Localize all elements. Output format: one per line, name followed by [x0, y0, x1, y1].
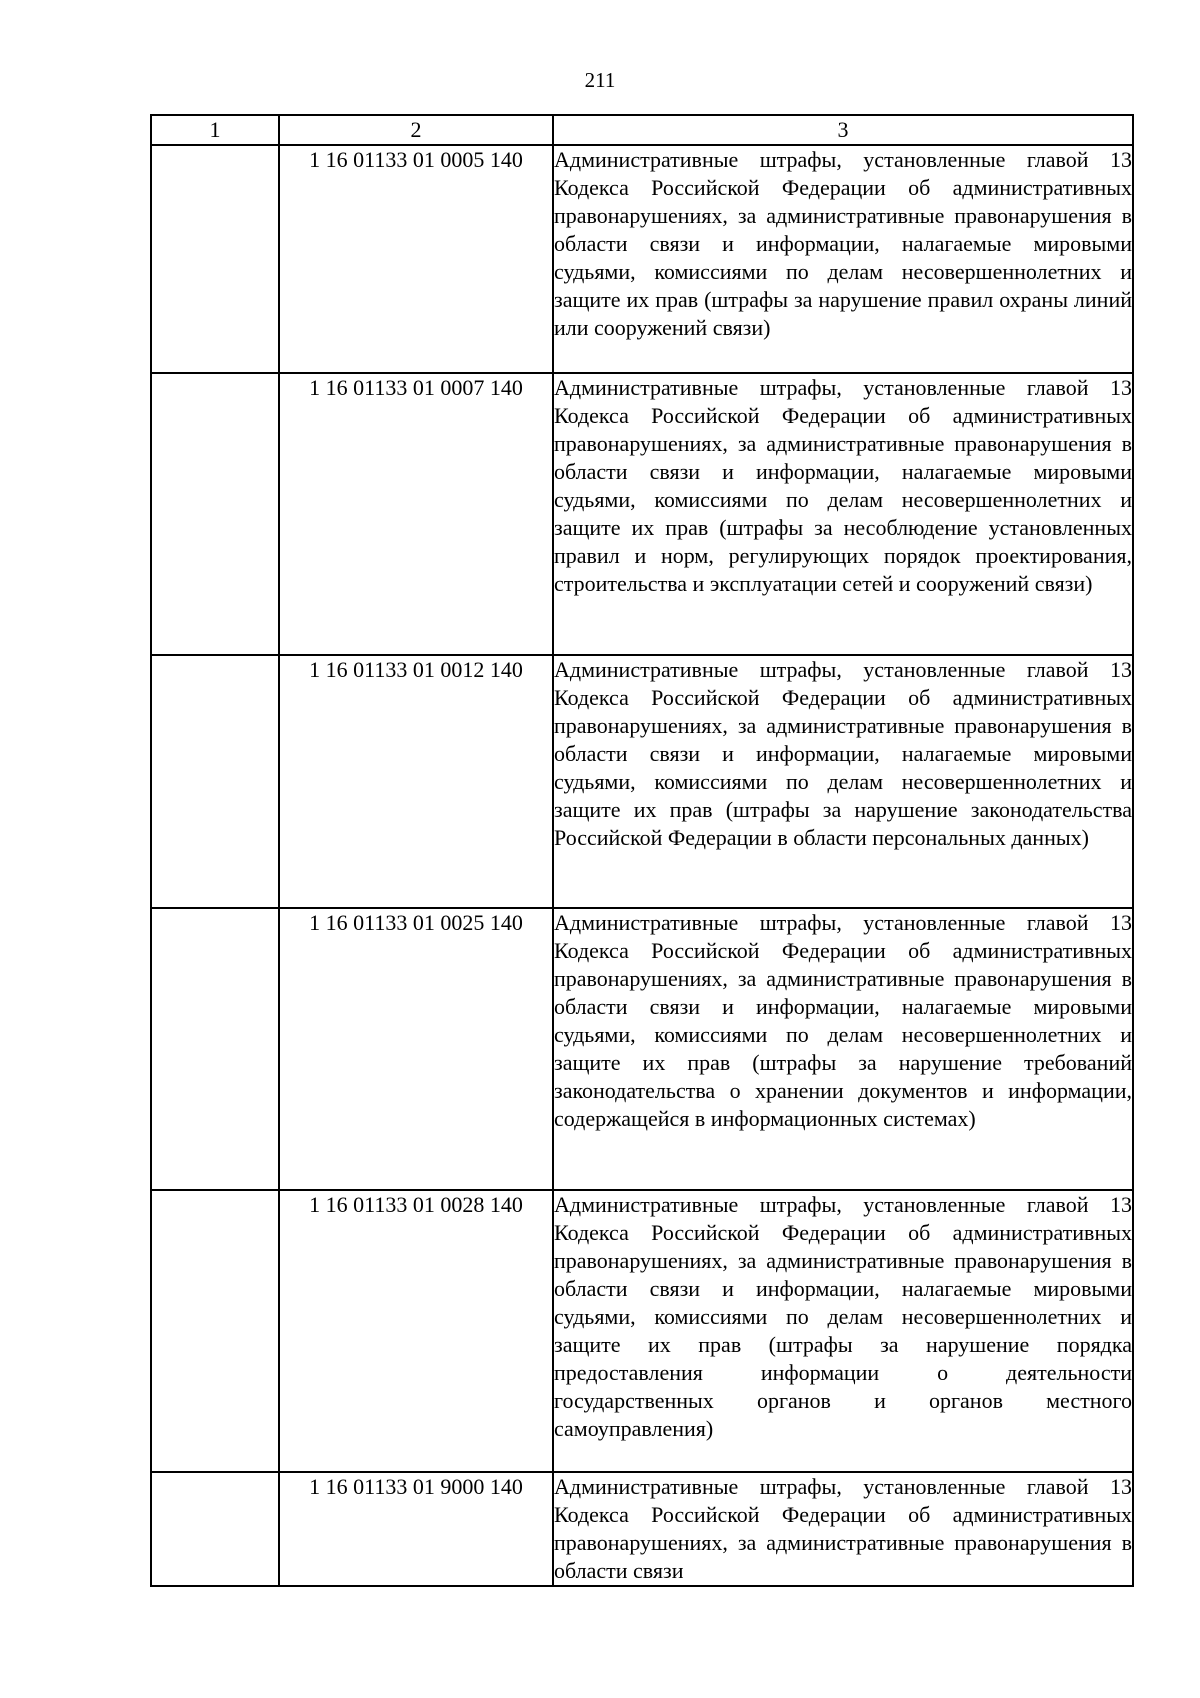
- table-row: [151, 145, 1133, 373]
- description-cell: Административные штрафы, установленные главой 13 Кодекса Российской Федерации об административных правонарушениях, за административные правонарушения в области связи и информации, налагаемые мировыми судьями, комиссиями по делам несовершеннолетних и защите их прав (штрафы за нарушение порядка предоставления информации о деятельности государственных органов и органов местного самоуправления): [553, 1190, 1133, 1472]
- row-col1-cell: [151, 373, 279, 655]
- table-row: [151, 655, 1133, 908]
- budget-code-cell: 1 16 01133 01 0007 140: [279, 373, 553, 655]
- row-col1-cell: [151, 1472, 279, 1586]
- row-col1-cell: [151, 908, 279, 1190]
- budget-codes-table: [150, 114, 1134, 1587]
- row-col1-cell: [151, 1190, 279, 1472]
- table-row: [151, 1472, 1133, 1586]
- table-row: [151, 1190, 1133, 1472]
- row-col1-cell: [151, 655, 279, 908]
- budget-code-cell: 1 16 01133 01 9000 140: [279, 1472, 553, 1586]
- budget-code-cell: 1 16 01133 01 0012 140: [279, 655, 553, 908]
- table-row: [151, 373, 1133, 655]
- page-number: 211: [584, 68, 616, 92]
- column-header-1: 1: [151, 115, 279, 145]
- table-header-row: [151, 115, 1133, 145]
- description-cell: Административные штрафы, установленные главой 13 Кодекса Российской Федерации об административных правонарушениях, за административные правонарушения в области связи и информации, налагаемые мировыми судьями, комиссиями по делам несовершеннолетних и защите их прав (штрафы за нарушение правил охраны линий или сооружений связи): [553, 145, 1133, 373]
- column-header-2: 2: [279, 115, 553, 145]
- table-row: [151, 908, 1133, 1190]
- description-cell: Административные штрафы, установленные главой 13 Кодекса Российской Федерации об административных правонарушениях, за административные правонарушения в области связи и информации, налагаемые мировыми судьями, комиссиями по делам несовершеннолетних и защите их прав (штрафы за нарушение законодательства Российской Федерации в области персональных данных): [553, 655, 1133, 908]
- description-cell: Административные штрафы, установленные главой 13 Кодекса Российской Федерации об административных правонарушениях, за административные правонарушения в области связи и информации, налагаемые мировыми судьями, комиссиями по делам несовершеннолетних и защите их прав (штрафы за нарушение требований законодательства о хранении документов и информации, содержащейся в информационных системах): [553, 908, 1133, 1190]
- description-cell: Административные штрафы, установленные главой 13 Кодекса Российской Федерации об административных правонарушениях, за административные правонарушения в области связи: [553, 1472, 1133, 1586]
- budget-code-cell: 1 16 01133 01 0025 140: [279, 908, 553, 1190]
- budget-code-cell: 1 16 01133 01 0005 140: [279, 145, 553, 373]
- row-col1-cell: [151, 145, 279, 373]
- column-header-3: 3: [553, 115, 1133, 145]
- budget-code-cell: 1 16 01133 01 0028 140: [279, 1190, 553, 1472]
- description-cell: Административные штрафы, установленные главой 13 Кодекса Российской Федерации об административных правонарушениях, за административные правонарушения в области связи и информации, налагаемые мировыми судьями, комиссиями по делам несовершеннолетних и защите их прав (штрафы за несоблюдение установленных правил и норм, регулирующих порядок проектирования, строительства и эксплуатации сетей и сооружений связи): [553, 373, 1133, 655]
